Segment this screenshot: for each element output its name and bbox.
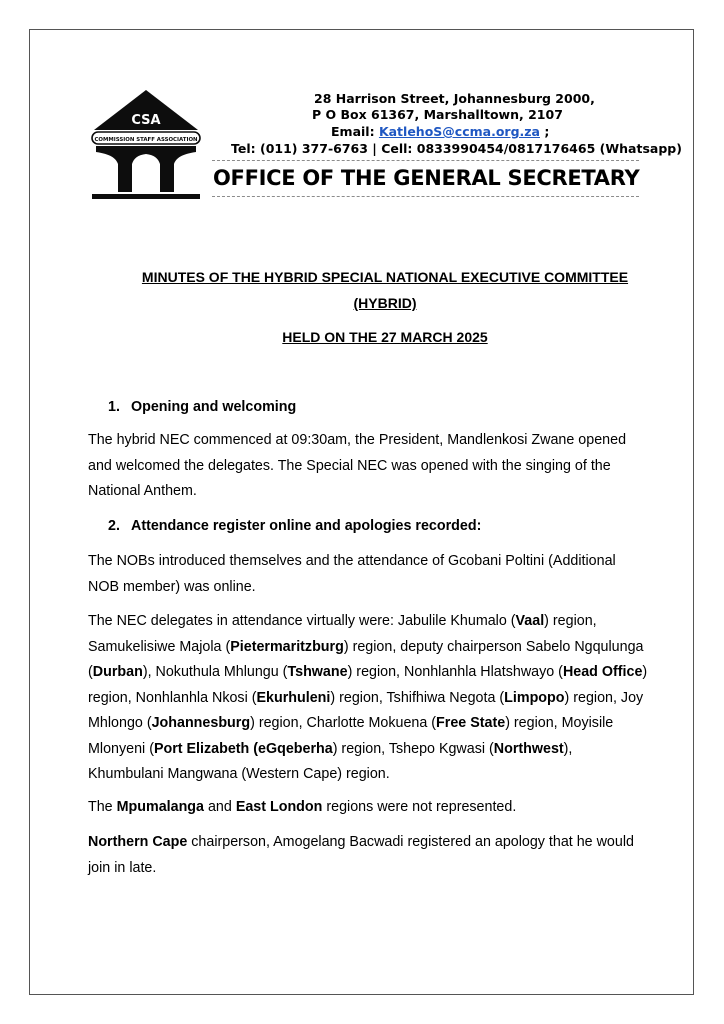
bold-run: Head Office — [562, 664, 643, 680]
address-line-2: P O Box 61367, Marshalltown, 2107 — [312, 107, 563, 122]
bold-run: Johannesburg — [151, 715, 251, 731]
text-run: ) region, Nonhlanhla Hlatshwayo ( — [347, 664, 563, 680]
csa-logo — [90, 88, 202, 202]
text-run: ), Khumbulani Mangwana (Western Cape) region. — [88, 740, 573, 782]
section-heading-text: Opening and welcoming — [131, 399, 297, 415]
text-run: regions were not represented. — [322, 799, 517, 815]
text-run: and — [204, 799, 236, 815]
delegates-paragraph — [88, 609, 648, 788]
bold-run: Mpumalanga — [116, 799, 204, 815]
bold-run: Limpopo — [504, 689, 565, 706]
apology-paragraph — [88, 830, 648, 881]
bold-run: Durban — [92, 664, 143, 680]
not-represented-paragraph — [88, 795, 648, 821]
text-run: The NEC delegates in attendance virtually were: Jabulile Khumalo ( — [88, 613, 516, 629]
minutes-title-line-2: (HYBRID) — [353, 295, 417, 311]
text-run: ) region, Samukelisiwe Majola ( — [88, 613, 597, 655]
text-run: ), Nokuthula Mhlungu ( — [142, 664, 288, 680]
bold-run: Free State — [436, 715, 506, 731]
bold-run: Northwest — [493, 740, 564, 757]
logo-text: CSA — [131, 113, 161, 128]
text-run: ) region, Charlotte Mokuena ( — [250, 715, 437, 731]
logo-subtext: COMMISSION STAFF ASSOCIATION — [94, 137, 198, 143]
section-heading-2 — [108, 517, 481, 535]
bold-run: Ekurhuleni — [256, 689, 331, 706]
email-label: Email: — [331, 124, 375, 139]
text-run: ) region, Nonhlanhla Nkosi ( — [88, 664, 648, 706]
minutes-title-line-3: HELD ON THE 27 MARCH 2025 — [282, 329, 488, 345]
text-run: chairperson, Amogelang Bacwadi registered an apology that he would join in late. — [88, 834, 634, 876]
section-number: 2. — [108, 518, 120, 534]
bold-run: Northern Cape — [88, 834, 188, 850]
bold-run: East London — [235, 799, 323, 815]
text-run: ) region, Moyisile Mlonyeni ( — [88, 715, 614, 757]
bold-run: Tshwane — [287, 664, 348, 680]
dashed-rule-bottom — [212, 196, 639, 197]
email-suffix: ; — [544, 124, 550, 139]
bold-run: Vaal — [515, 613, 545, 629]
section-number: 1. — [108, 399, 120, 415]
text-run: ) region, Joy Mhlongo ( — [88, 689, 644, 731]
nobs-paragraph: The NOBs introduced themselves and the attendance of Gcobani Poltini (Additional NOB member) was online. — [88, 553, 616, 595]
address-line-1: 28 Harrison Street, Johannesburg 2000, — [314, 91, 595, 106]
opening-paragraph: The hybrid NEC commenced at 09:30am, the President, Mandlenkosi Zwane opened and welcomed the delegates. The Special NEC was opened with the singing of the National Anthem. — [88, 432, 627, 499]
email-link[interactable]: KatlehoS@ccma.org.za — [378, 124, 540, 139]
bold-run: Pietermaritzburg — [230, 638, 344, 655]
minutes-title-line-1: MINUTES OF THE HYBRID SPECIAL NATIONAL EXECUTIVE COMMITTEE — [141, 269, 629, 285]
text-run: The — [88, 799, 117, 815]
office-title: OFFICE OF THE GENERAL SECRETARY — [213, 166, 640, 190]
text-run: ) region, deputy chairperson Sabelo Ngqulunga ( — [88, 638, 644, 680]
dashed-rule-top — [212, 160, 639, 161]
section-heading-1 — [108, 398, 296, 416]
text-run: ) region, Tshepo Kgwasi ( — [332, 740, 494, 757]
email-line — [331, 124, 549, 140]
text-run: ) region, Tshifhiwa Negota ( — [330, 689, 505, 706]
bold-run: Port Elizabeth (eGqeberha — [153, 740, 333, 757]
section-heading-text: Attendance register online and apologies recorded: — [131, 518, 482, 534]
tel-line: Tel: (011) 377-6763 | Cell: 0833990454/0817176465 (Whatsapp) — [231, 141, 682, 156]
